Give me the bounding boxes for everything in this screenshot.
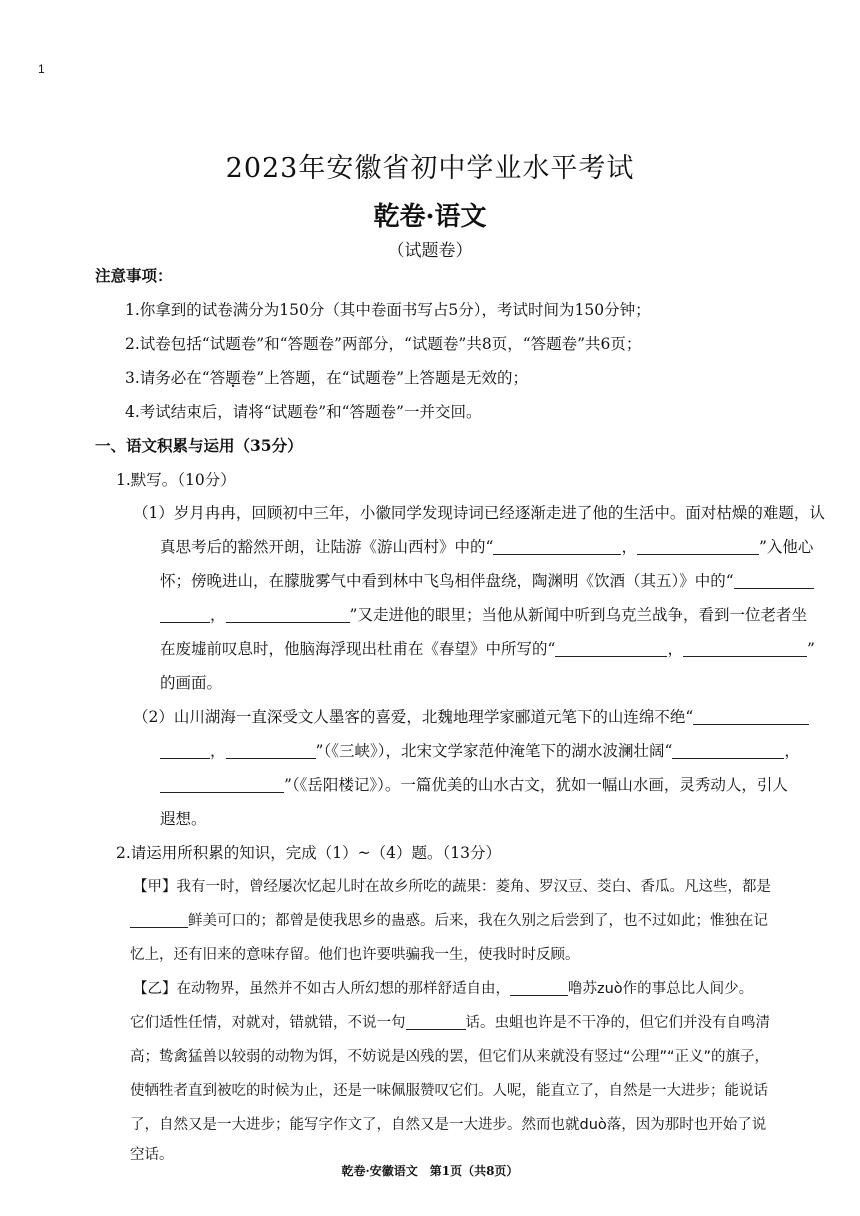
answer-blank[interactable] [693,708,809,725]
notice-item-4: 4.考试结束后，请将“试题卷”和“答题卷”一并交回。 [125,403,482,421]
answer-blank[interactable] [160,742,210,759]
passage-yi-line4: 使牺牲者直到被吃的时候为止，还是一味佩服赞叹它们。人呢，能直立了，自然是一大进步；能说话 [130,1083,768,1099]
answer-blank[interactable] [493,538,621,555]
emphasis-answer-sheet: 答题卷 [209,369,257,387]
answer-blank[interactable] [672,742,784,759]
page-footer: 乾卷·安徽语文 第1页（共8页） [341,1164,519,1178]
q1-p2-line3: ”（《岳阳楼记》）。一篇优美的山水古文，犹如一幅山水画，灵秀动人，引人 [160,775,788,795]
notice-item-1: 1.你拿到的试卷满分为150分（其中卷面书写占5分），考试时间为150分钟； [125,301,651,319]
answer-blank[interactable] [555,640,667,657]
q1-p2-line4: 遐想。 [160,810,207,828]
exam-title: 2023年安徽省初中学业水平考试 [225,153,635,184]
paper-type: （试题卷） [387,241,473,261]
q1-p1-line1: （1）岁月冉冉，回顾初中三年，小徽同学发现诗词已经逐渐走进了他的生活中。面对枯燥的难题，认 [133,504,825,522]
notice-heading: 注意事项： [95,266,173,285]
passage-yi-line5: 了，自然又是一大进步；能写字作文了，自然又是一大进步。然而也就duò落，因为那时也开始了说 [130,1117,767,1133]
passage-jia-line3: 忆上，还有旧来的意味存留。他们也许要哄骗我一生，使我时时反顾。 [130,947,580,963]
exam-subtitle: 乾卷·语文 [373,202,487,232]
q1-p1-line3: 怀；傍晚进山，在朦胧雾气中看到林中飞鸟相伴盘绕，陶渊明《饮酒（其五）》中的“ [160,571,814,591]
answer-blank[interactable] [406,1013,466,1030]
passage-jia-line2: 鲜美可口的；都曾是使我思乡的蛊惑。后来，我在久别之后尝到了，也不过如此；惟独在记 [130,911,768,931]
notice-item-2: 2.试卷包括“试题卷”和“答题卷”两部分，“试题卷”共8页，“答题卷”共6页； [125,335,642,353]
q1-p1-line2: 真思考后的豁然开朗，让陆游《游山西村》中的“ ， ”入他心 [160,538,814,556]
answer-blank[interactable] [510,979,568,996]
q1-p1-line5: 在废墟前叹息时，他脑海浮现出杜甫在《春望》中所写的“ ， ” [160,640,815,658]
answer-blank[interactable] [637,538,759,555]
passage-jia-line1: 【甲】我有一时，曾经屡次忆起儿时在故乡所吃的蔬果：菱角、罗汉豆、茭白、香瓜。凡这些，都是 [133,879,771,895]
passage-yi-line1: 【乙】在动物界，虽然并不如古人所幻想的那样舒适自由， 噜苏zuò作的事总比人间少。 [133,981,754,997]
answer-blank[interactable] [734,572,814,589]
answer-blank[interactable] [160,776,284,793]
q1-p1-line6: 的画面。 [160,674,223,692]
answer-blank[interactable] [226,606,350,623]
answer-blank[interactable] [130,911,188,928]
q1-p2-line1: （2）山川湖海一直深受文人墨客的喜爱，北魏地理学家郦道元笔下的山连绵不绝“ [133,707,809,727]
section-heading: 一、语文积累与运用（35分） [95,436,303,455]
answer-blank[interactable] [226,742,316,759]
q1-p1-line4: ， ”又走进他的眼里；当他从新闻中听到乌克兰战争，看到一位老者坐 [160,605,807,625]
notice-item-3: 3.请务必在“答题卷”上答题，在“试题卷”上答题是无效的； [125,369,529,387]
answer-blank[interactable] [160,606,210,623]
answer-blank[interactable] [683,640,807,657]
question-1-title: 1.默写。（10分） [116,471,236,489]
page-number: 1 [38,62,45,76]
question-2-title: 2.请运用所积累的知识，完成（1）~（4）题。（13分） [116,844,501,862]
q1-p2-line2: ， ”（《三峡》），北宋文学家范仲淹笔下的湖水波澜壮阔“ ， [160,741,800,761]
passage-yi-line3: 高；鸷禽猛兽以较弱的动物为饵，不妨说是凶残的罢，但它们从来就没有竖过“公理”“正义”的旗子， [130,1049,770,1065]
passage-yi-line2: 它们适性任情，对就对，错就错，不说一句 话。虫蛆也许是不干净的，但它们并没有自鸣清 [130,1015,770,1031]
passage-yi-line6: 空话。 [130,1147,174,1163]
